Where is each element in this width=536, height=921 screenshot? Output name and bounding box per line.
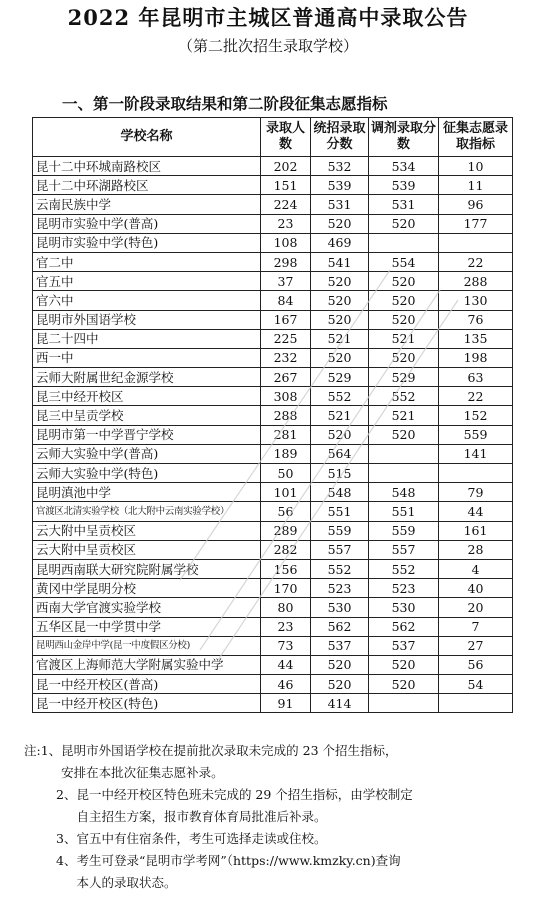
adjusted-score-cell [369,444,439,463]
header-admitted-count: 录取人数 [261,118,311,157]
page-title: 2022 年昆明市主城区普通高中录取公告 [67,5,469,30]
admission-table [32,117,513,713]
admitted-count-cell: 170 [261,579,311,598]
adjusted-score-cell: 531 [369,195,439,214]
admitted-count-cell: 50 [261,464,311,483]
unified-score-cell: 520 [311,272,369,291]
table-row [33,444,513,463]
unified-score-cell: 469 [311,233,369,252]
unified-score-cell: 520 [311,291,369,310]
school-name-cell: 昆明市实验中学(普高) [33,214,261,233]
table-row [33,368,513,387]
table-row [33,655,513,674]
school-name-cell: 昆明西南联大研究院附属学校 [33,559,261,578]
adjusted-score-cell [369,464,439,483]
unified-score-cell: 552 [311,387,369,406]
admitted-count-cell: 23 [261,617,311,636]
table-row [33,214,513,233]
solicited-quota-cell: 79 [439,483,513,502]
school-name-cell: 云师大附属世纪金源学校 [33,368,261,387]
solicited-quota-cell: 28 [439,540,513,559]
unified-score-cell: 559 [311,521,369,540]
adjusted-score-cell: 521 [369,329,439,348]
admitted-count-cell: 44 [261,655,311,674]
solicited-quota-cell [439,694,513,713]
admitted-count-cell: 281 [261,425,311,444]
school-name-cell: 昆明市第一中学晋宁学校 [33,425,261,444]
header-school-name: 学校名称 [33,118,261,157]
table-row [33,559,513,578]
solicited-quota-cell: 135 [439,329,513,348]
unified-score-cell: 552 [311,559,369,578]
school-name-cell: 云师大实验中学(特色) [33,464,261,483]
adjusted-score-cell: 529 [369,368,439,387]
unified-score-cell: 523 [311,579,369,598]
school-name-cell: 昆一中经开校区(特色) [33,694,261,713]
adjusted-score-cell: 520 [369,214,439,233]
solicited-quota-cell: 4 [439,559,513,578]
adjusted-score-cell: 520 [369,655,439,674]
note-item [24,850,524,894]
header-adjusted-score: 调剂录取分数 [369,118,439,157]
unified-score-cell: 520 [311,214,369,233]
adjusted-score-cell: 520 [369,675,439,694]
table-row [33,521,513,540]
admitted-count-cell: 288 [261,406,311,425]
school-name-cell: 云南民族中学 [33,195,261,214]
school-name-cell: 云大附中呈贡校区 [33,521,261,540]
admitted-count-cell: 84 [261,291,311,310]
table-row [33,195,513,214]
unified-score-cell: 564 [311,444,369,463]
note-item [24,740,524,784]
adjusted-score-cell: 562 [369,617,439,636]
school-name-cell: 官二中 [33,252,261,271]
school-name-cell: 昆明西山金岸中学(昆一中度假区分校) [33,636,261,655]
solicited-quota-cell: 54 [439,675,513,694]
adjusted-score-cell: 534 [369,157,439,176]
school-name-cell: 昆明市外国语学校 [33,310,261,329]
solicited-quota-cell [439,464,513,483]
solicited-quota-cell: 56 [439,655,513,674]
adjusted-score-cell: 537 [369,636,439,655]
admitted-count-cell: 167 [261,310,311,329]
admitted-count-cell: 56 [261,502,311,521]
admitted-count-cell: 298 [261,252,311,271]
solicited-quota-cell: 11 [439,176,513,195]
admitted-count-cell: 101 [261,483,311,502]
note-item [24,784,524,828]
adjusted-score-cell: 523 [369,579,439,598]
notes-section [24,740,524,894]
note-number: 1、 [40,743,62,758]
note-line: 本人的录取状态。 [76,875,177,890]
solicited-quota-cell: 559 [439,425,513,444]
solicited-quota-cell: 141 [439,444,513,463]
solicited-quota-cell: 20 [439,598,513,617]
admitted-count-cell: 80 [261,598,311,617]
note-line: 考生可登录“昆明市学考网”（https://www.kmzky.cn)查询 [76,853,401,868]
solicited-quota-cell: 76 [439,310,513,329]
table-row [33,502,513,521]
adjusted-score-cell: 559 [369,521,439,540]
adjusted-score-cell [369,694,439,713]
unified-score-cell: 541 [311,252,369,271]
solicited-quota-cell: 288 [439,272,513,291]
adjusted-score-cell: 552 [369,559,439,578]
table-row [33,252,513,271]
note-number: 4、 [56,853,77,868]
adjusted-score-cell: 551 [369,502,439,521]
table-body [33,157,513,713]
admitted-count-cell: 308 [261,387,311,406]
school-name-cell: 昆十二中环湖路校区 [33,176,261,195]
school-name-cell: 黄冈中学昆明分校 [33,579,261,598]
page-subtitle: （第二批次招生录取学校） [177,37,358,55]
unified-score-cell: 414 [311,694,369,713]
unified-score-cell: 520 [311,425,369,444]
table-row [33,636,513,655]
admitted-count-cell: 73 [261,636,311,655]
school-name-cell: 云大附中呈贡校区 [33,540,261,559]
solicited-quota-cell [439,233,513,252]
admitted-count-cell: 46 [261,675,311,694]
note-item [24,828,524,850]
table-row [33,387,513,406]
adjusted-score-cell [369,233,439,252]
table-row [33,329,513,348]
note-number: 3、 [56,831,77,846]
solicited-quota-cell: 161 [439,521,513,540]
table-row [33,464,513,483]
note-line: 昆一中经开校区特色班未完成的 29 个招生指标，由学校制定 [76,787,413,802]
adjusted-score-cell: 539 [369,176,439,195]
unified-score-cell: 532 [311,157,369,176]
school-name-cell: 云师大实验中学(普高) [33,444,261,463]
solicited-quota-cell: 10 [439,157,513,176]
solicited-quota-cell: 198 [439,348,513,367]
unified-score-cell: 548 [311,483,369,502]
adjusted-score-cell: 520 [369,348,439,367]
admitted-count-cell: 151 [261,176,311,195]
solicited-quota-cell: 40 [439,579,513,598]
admitted-count-cell: 267 [261,368,311,387]
table-row [33,176,513,195]
note-line: 安排在本批次征集志愿补录。 [61,765,224,780]
table-header-row [33,118,513,157]
school-name-cell: 昆一中经开校区(普高) [33,675,261,694]
adjusted-score-cell: 520 [369,272,439,291]
table-row [33,157,513,176]
admitted-count-cell: 37 [261,272,311,291]
table-row [33,348,513,367]
adjusted-score-cell: 521 [369,406,439,425]
school-name-cell: 昆三中呈贡学校 [33,406,261,425]
unified-score-cell: 521 [311,406,369,425]
solicited-quota-cell: 7 [439,617,513,636]
unified-score-cell: 562 [311,617,369,636]
admitted-count-cell: 91 [261,694,311,713]
adjusted-score-cell: 554 [369,252,439,271]
header-solicited-quota: 征集志愿录取指标 [439,118,513,157]
table-row [33,483,513,502]
table-row [33,598,513,617]
note-line: 官五中有住宿条件，考生可选择走读或住校。 [76,831,327,846]
school-name-cell: 昆三中经开校区 [33,387,261,406]
school-name-cell: 官渡区上海师范大学附属实验中学 [33,655,261,674]
unified-score-cell: 537 [311,636,369,655]
note-number: 2、 [56,787,77,802]
unified-score-cell: 515 [311,464,369,483]
admitted-count-cell: 23 [261,214,311,233]
note-line: 昆明市外国语学校在提前批次录取未完成的 23 个招生指标， [61,743,398,758]
unified-score-cell: 520 [311,310,369,329]
table-row [33,540,513,559]
unified-score-cell: 530 [311,598,369,617]
admitted-count-cell: 282 [261,540,311,559]
table-row [33,291,513,310]
solicited-quota-cell: 63 [439,368,513,387]
school-name-cell: 昆十二中环城南路校区 [33,157,261,176]
unified-score-cell: 539 [311,176,369,195]
table-row [33,694,513,713]
adjusted-score-cell: 552 [369,387,439,406]
table-row [33,579,513,598]
admitted-count-cell: 189 [261,444,311,463]
adjusted-score-cell: 548 [369,483,439,502]
unified-score-cell: 557 [311,540,369,559]
school-name-cell: 西南大学官渡实验学校 [33,598,261,617]
table-row [33,310,513,329]
solicited-quota-cell: 152 [439,406,513,425]
solicited-quota-cell: 44 [439,502,513,521]
adjusted-score-cell: 520 [369,310,439,329]
solicited-quota-cell: 130 [439,291,513,310]
admitted-count-cell: 289 [261,521,311,540]
unified-score-cell: 551 [311,502,369,521]
solicited-quota-cell: 96 [439,195,513,214]
section-title: 一、第一阶段录取结果和第二阶段征集志愿指标 [62,94,388,113]
table-row [33,272,513,291]
unified-score-cell: 520 [311,675,369,694]
admitted-count-cell: 232 [261,348,311,367]
school-name-cell: 官五中 [33,272,261,291]
table-row [33,675,513,694]
table-row [33,233,513,252]
solicited-quota-cell: 22 [439,252,513,271]
school-name-cell: 官渡区北清实验学校（北大附中云南实验学校） [33,502,261,521]
unified-score-cell: 520 [311,655,369,674]
school-name-cell: 昆明市实验中学(特色) [33,233,261,252]
header-unified-score: 统招录取分数 [311,118,369,157]
adjusted-score-cell: 557 [369,540,439,559]
solicited-quota-cell: 177 [439,214,513,233]
note-line: 自主招生方案，报市教育体育局批准后补录。 [76,809,327,824]
school-name-cell: 昆明滇池中学 [33,483,261,502]
unified-score-cell: 529 [311,368,369,387]
admitted-count-cell: 108 [261,233,311,252]
notes-prefix: 注: [24,743,41,758]
admitted-count-cell: 224 [261,195,311,214]
school-name-cell: 五华区昆一中学贯中学 [33,617,261,636]
table-row [33,425,513,444]
unified-score-cell: 521 [311,329,369,348]
admitted-count-cell: 225 [261,329,311,348]
adjusted-score-cell: 520 [369,425,439,444]
unified-score-cell: 520 [311,348,369,367]
school-name-cell: 西一中 [33,348,261,367]
adjusted-score-cell: 530 [369,598,439,617]
admitted-count-cell: 202 [261,157,311,176]
adjusted-score-cell: 520 [369,291,439,310]
table-row [33,406,513,425]
school-name-cell: 昆二十四中 [33,329,261,348]
admitted-count-cell: 156 [261,559,311,578]
solicited-quota-cell: 22 [439,387,513,406]
unified-score-cell: 531 [311,195,369,214]
solicited-quota-cell: 27 [439,636,513,655]
table-row [33,617,513,636]
school-name-cell: 官六中 [33,291,261,310]
